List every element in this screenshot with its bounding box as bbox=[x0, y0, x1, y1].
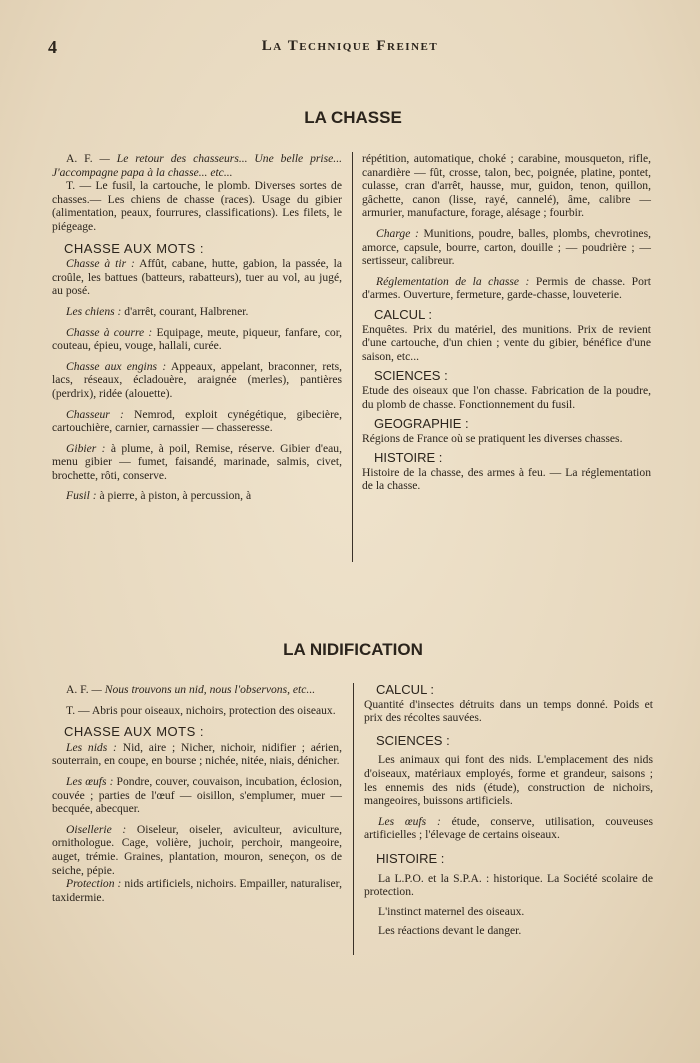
af-label: A. F. bbox=[66, 152, 93, 165]
chasse-right-column bbox=[362, 152, 651, 493]
sciences-text: Les animaux qui font des nids. L'emplacement des nids d'oiseaux, matériaux employés, forme et grandeur, saisons ; les ennemis des nids (étude), construction de nichoirs, mangeoires, buissons artificiels. bbox=[364, 753, 653, 808]
t-label: T. bbox=[66, 703, 76, 717]
histoire-line: La L.P.O. et la S.P.A. : historique. La Société scolaire de protection. bbox=[364, 871, 653, 899]
histoire-heading: HISTOIRE : bbox=[376, 850, 445, 866]
vocab-item: Réglementation de la chasse : Permis de chasse. Port d'armes. Ouverture, fermeture, garde-chasse, louveterie. bbox=[362, 274, 651, 302]
t-label: T. bbox=[66, 179, 76, 193]
vocab-item: Chasse à tir : Affût, cabane, hutte, gabion, la passée, la croûle, les battues (batteurs, rabatteurs), tuer au vol, au jugé, au posé. bbox=[52, 257, 342, 298]
calcul-text: Enquêtes. Prix du matériel, des munitions. Prix de revient d'une cartouche, d'un chien ; vente du gibier, bénéfice d'une saison, etc... bbox=[362, 322, 651, 363]
vocab-item: Gibier : à plume, à poil, Remise, réserve. Gibier d'eau, menu gibier — fumet, faisandé, marinade, salmis, civet, brochette, rôti, conserve. bbox=[52, 441, 343, 482]
vocab-item: Protection : nids artificiels, nichoirs. Empailler, naturaliser, taxidermie. bbox=[52, 877, 342, 904]
oeufs-item: Les œufs : étude, conserve, utilisation, couveuses artificielles ; l'élevage de certains oiseaux. bbox=[364, 814, 653, 842]
sciences-text: Etude des oiseaux que l'on chasse. Fabrication de la poudre, du plomb de chasse. Fonctionnement du fusil. bbox=[362, 383, 651, 411]
column-divider bbox=[353, 683, 354, 955]
chasse-left-column bbox=[52, 152, 342, 503]
fusil-continuation: répétition, automatique, choké ; carabine, mousqueton, rifle, canardière — fût, crosse, talon, bec, poignée, platine, pontet, culasse, cran d'arrêt, hausse, mur, guidon, tenon, quillon, gâchette, canon (lisse, rayé, cannelé), âme, calibre — armurier, manufacture, forage, alésage ; fourbir. bbox=[362, 152, 651, 220]
sciences-heading: SCIENCES : bbox=[374, 368, 448, 384]
section-title-chasse: LA CHASSE bbox=[304, 108, 402, 127]
calcul-text: Quantité d'insectes détruits dans un temps donné. Poids et prix des récoltes sauvées. bbox=[364, 697, 653, 725]
t-paragraph bbox=[52, 704, 342, 718]
vocab-item: Chasseur : Nemrod, exploit cynégétique, gibecière, cartouchière, carnier, carnassier — chasseresse. bbox=[52, 407, 342, 435]
t-paragraph bbox=[52, 179, 342, 233]
vocab-item: Les œufs : Pondre, couver, couvaison, incubation, éclosion, couvée ; parties de l'œuf — oisillon, s'emplumer, muer — becquée, abecquer. bbox=[52, 774, 342, 816]
af-text: — Le retour des chasseurs... Une belle prise... J'accompagne papa à la chasse... etc... bbox=[52, 152, 342, 179]
chasse-aux-mots-heading: CHASSE AUX MOTS : bbox=[64, 240, 204, 256]
page-number: 4 bbox=[48, 37, 57, 57]
calcul-heading: CALCUL : bbox=[376, 682, 435, 697]
vocab-item: Fusil : à pierre, à piston, à percussion, à bbox=[66, 489, 252, 503]
af-paragraph bbox=[52, 152, 342, 179]
column-divider bbox=[352, 152, 353, 562]
running-head: La Technique Freinet bbox=[261, 38, 439, 54]
vocab-item: Les nids : Nid, aire ; Nicher, nichoir, nidifier ; aérien, souterrain, en coupe, en bourse ; nichée, nitée, niais, dénicher. bbox=[52, 740, 343, 768]
af-label: A. F. bbox=[66, 683, 89, 696]
histoire-heading: HISTOIRE : bbox=[374, 450, 443, 466]
nidification-left-column bbox=[52, 683, 342, 904]
geographie-heading: GEOGRAPHIE : bbox=[374, 416, 469, 432]
section-title-nidification: LA NIDIFICATION bbox=[283, 640, 423, 659]
geographie-text: Régions de France où se pratiquent les diverses chasses. bbox=[362, 431, 623, 445]
chasse-aux-mots-heading: CHASSE AUX MOTS : bbox=[64, 724, 204, 740]
histoire-text: Histoire de la chasse, des armes à feu. — La réglementation de la chasse. bbox=[362, 465, 651, 493]
calcul-heading: CALCUL : bbox=[374, 306, 433, 322]
vocab-item: Les chiens : d'arrêt, courant, Halbrener. bbox=[66, 304, 249, 318]
af-paragraph bbox=[52, 683, 342, 697]
vocab-item: Chasse à courre : Equipage, meute, piqueur, fanfare, cor, couteau, épieu, vouge, hallali, curée. bbox=[52, 325, 343, 353]
histoire-line: Les réactions devant le danger. bbox=[378, 924, 522, 938]
histoire-line: L'instinct maternel des oiseaux. bbox=[378, 904, 525, 918]
vocab-item: Charge : Munitions, poudre, balles, plombs, chevrotines, amorce, capsule, bourre, carton, douille ; — poudrière ; — sertisseur, calibreur. bbox=[362, 226, 651, 268]
nidification-right-column bbox=[364, 683, 653, 938]
vocab-item: Chasse aux engins : Appeaux, appelant, braconner, rets, lacs, réseaux, écladouère, araignée (merles), pantières (perdrix), ridée (alouette). bbox=[52, 359, 343, 400]
t-text: — Le fusil, la cartouche, le plomb. Diverses sortes de chasses.— Les chiens de chasse (races). Usage du gibier (alimentation, peaux, fourrures, classifications). Les filets, le piégeage. bbox=[52, 179, 342, 233]
vocab-item: Oisellerie : Oiseleur, oiseler, aviculteur, aviculture, ornithologue. Cage, volière, juchoir, perchoir, mangeoire, auget, trémie. Graines, plantation, mouron, seneçon, os de seiche, pépie. bbox=[52, 822, 342, 877]
sciences-heading: SCIENCES : bbox=[376, 732, 450, 748]
af-text: — Nous trouvons un nid, nous l'observons, etc... bbox=[91, 683, 316, 696]
t-text: — Abris pour oiseaux, nichoirs, protection des oiseaux. bbox=[78, 703, 336, 717]
